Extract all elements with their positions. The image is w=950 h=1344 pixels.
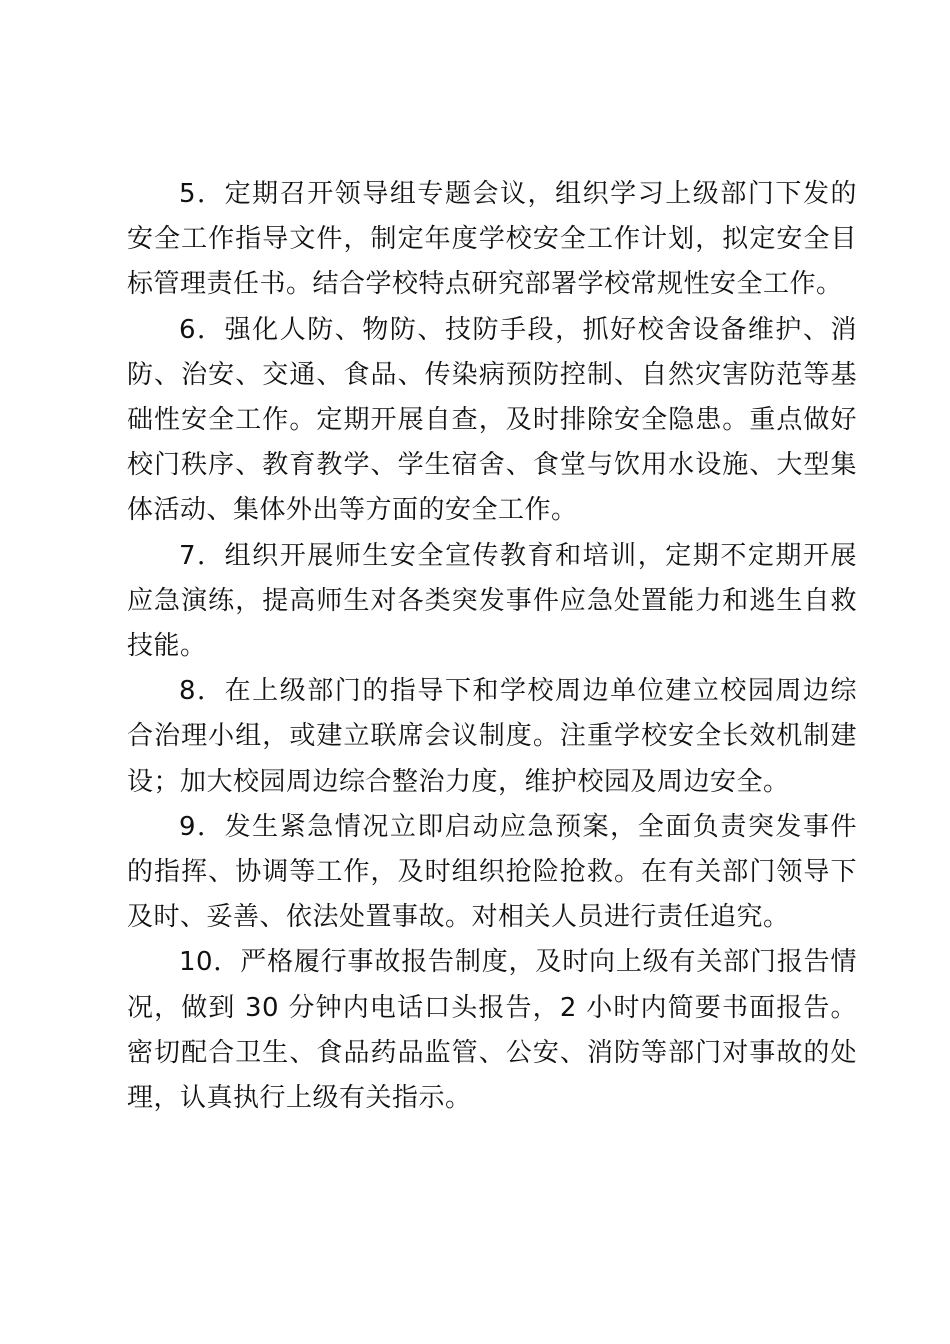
paragraph-item-8: 8．在上级部门的指导下和学校周边单位建立校园周边综合治理小组，或建立联席会议制度。注重学校安全长效机制建设；加大校园周边综合整治力度，维护校园及周边安全。 <box>127 676 857 797</box>
paragraph-item-7: 7．组织开展师生安全宣传教育和培训，定期不定期开展应急演练，提高师生对各类突发事件应急处置能力和逃生自救技能。 <box>127 540 857 662</box>
paragraph-item-5: 5．定期召开领导组专题会议，组织学习上级部门下发的安全工作指导文件，制定年度学校安全工作计划，拟定安全目标管理责任书。结合学校特点研究部署学校常规性安全工作。 <box>127 179 857 300</box>
paragraph-item-9: 9．发生紧急情况立即启动应急预案，全面负责突发事件的指挥、协调等工作，及时组织抢险抢救。在有关部门领导下及时、妥善、依法处置事故。对相关人员进行责任追究。 <box>127 811 857 933</box>
paragraph-item-10: 10．严格履行事故报告制度，及时向上级有关部门报告情况，做到 30 分钟内电话口头报告，2 小时内简要书面报告。密切配合卫生、食品药品监管、公安、消防等部门对事故的处理，认真执行上级有关指示。 <box>127 947 857 1114</box>
document-body <box>127 172 857 1121</box>
paragraph-item-6: 6．强化人防、物防、技防手段，抓好校舍设备维护、消防、治安、交通、食品、传染病预防控制、自然灾害防范等基础性安全工作。定期开展自查，及时排除安全隐患。重点做好校门秩序、教育教学、学生宿舍、食堂与饮用水设施、大型集体活动、集体外出等方面的安全工作。 <box>127 314 857 526</box>
